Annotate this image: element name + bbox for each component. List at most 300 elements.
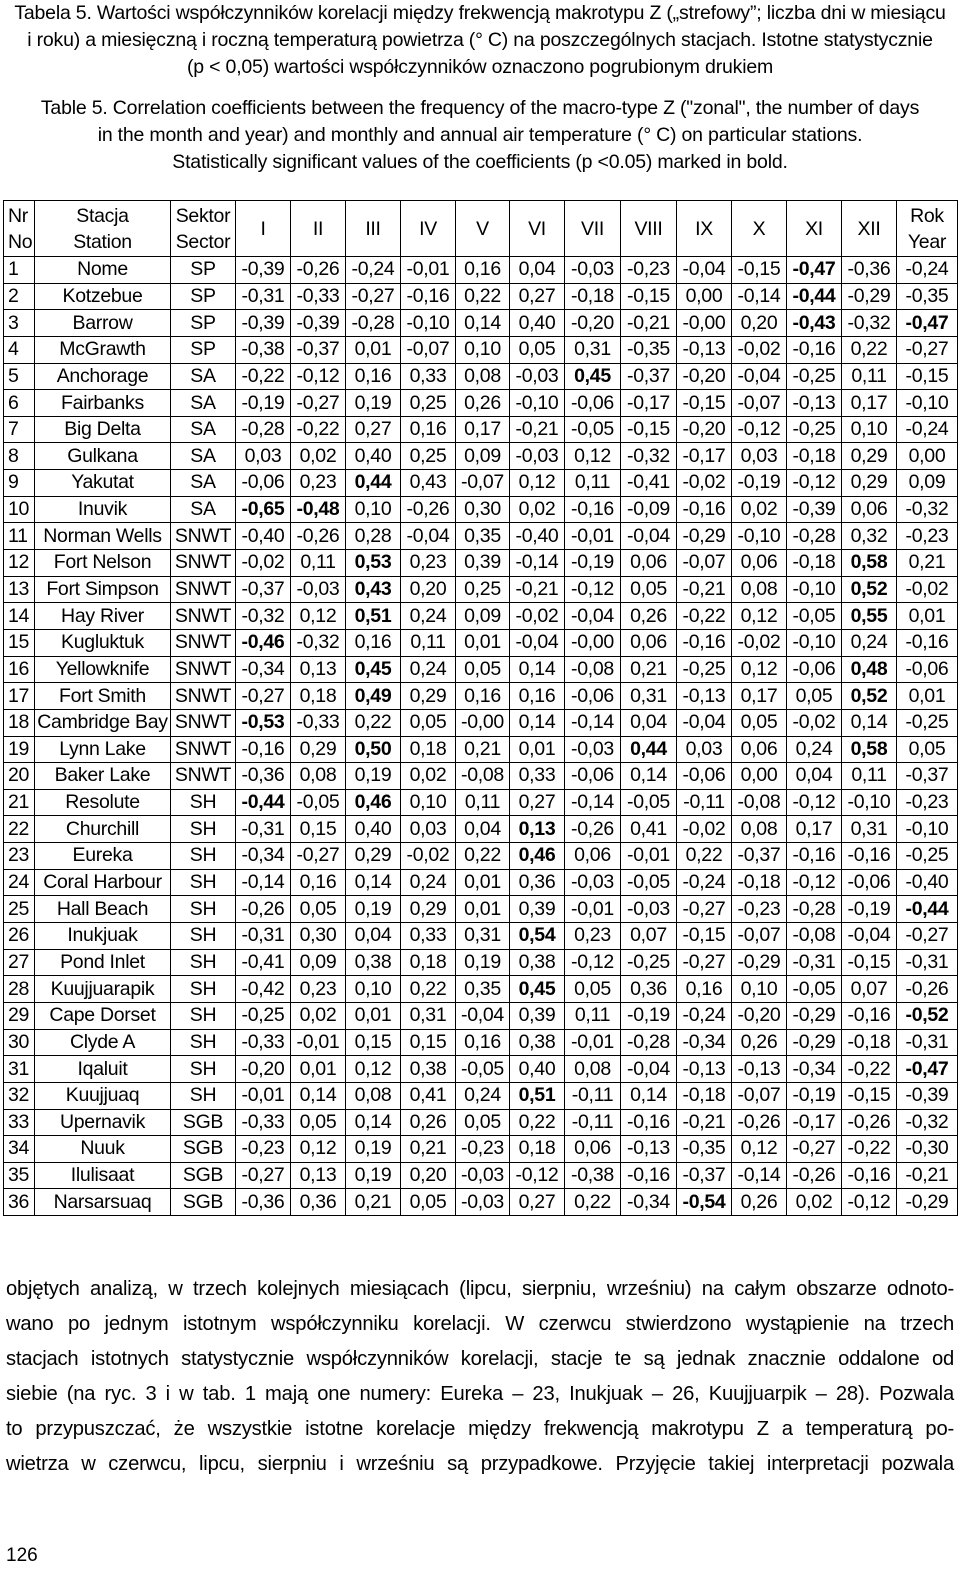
row-month-value: -0,16 [677, 629, 732, 656]
row-month-value: 0,31 [621, 683, 677, 710]
row-sector: SH [171, 843, 236, 870]
row-month-value: 0,02 [787, 1189, 842, 1216]
row-month-value: 0,51 [346, 603, 401, 630]
row-month-value: 0,45 [510, 976, 565, 1003]
table-row [4, 257, 958, 284]
row-month-value: 0,14 [842, 709, 897, 736]
table-row [4, 789, 958, 816]
header-station-pl: Stacja [76, 204, 129, 227]
row-station: Pond Inlet [35, 949, 171, 976]
row-month-value: 0,12 [732, 656, 787, 683]
row-sector: SGB [171, 1136, 236, 1163]
row-month-value: -0,27 [236, 1162, 291, 1189]
row-month-value: -0,02 [787, 709, 842, 736]
table-row [4, 683, 958, 710]
row-month-value: 0,19 [346, 1162, 401, 1189]
row-year-value: -0,25 [897, 843, 958, 870]
row-month-value: -0,20 [732, 1002, 787, 1029]
row-year-value: -0,40 [897, 869, 958, 896]
row-station: McGrawth [35, 336, 171, 363]
row-month-value: -0,65 [236, 496, 291, 523]
row-month-value: 0,22 [510, 1109, 565, 1136]
row-month-value: -0,04 [677, 709, 732, 736]
row-nr: 32 [4, 1082, 35, 1109]
row-month-value: 0,22 [565, 1189, 621, 1216]
row-sector: SH [171, 816, 236, 843]
table-row [4, 416, 958, 443]
correlation-table [3, 200, 958, 1216]
row-month-value: 0,20 [401, 1162, 456, 1189]
row-month-value: -0,06 [565, 763, 621, 790]
row-station: Cambridge Bay [35, 709, 171, 736]
caption-line: Table 5. Correlation coefficients between the frequency of the macro-type Z ("zonal", the number of days [40, 97, 920, 119]
row-month-value: -0,16 [236, 736, 291, 763]
row-month-value: -0,15 [621, 283, 677, 310]
row-month-value: -0,27 [787, 1136, 842, 1163]
row-month-value: 0,10 [346, 976, 401, 1003]
row-month-value: 0,06 [842, 496, 897, 523]
row-month-value: -0,23 [732, 896, 787, 923]
row-month-value: 0,04 [456, 816, 510, 843]
row-station: Fort Simpson [35, 576, 171, 603]
row-month-value: 0,17 [456, 416, 510, 443]
row-month-value: 0,30 [291, 923, 346, 950]
row-month-value: 0,52 [842, 683, 897, 710]
row-sector: SA [171, 443, 236, 470]
table-row [4, 949, 958, 976]
body-line: wietrza w czerwcu, lipcu, sierpniu i wrześniu są przypadkowe. Przyjęcie takiej interpretacji pozwala [6, 1453, 954, 1475]
row-month-value: -0,32 [236, 603, 291, 630]
row-month-value: 0,29 [401, 896, 456, 923]
row-nr: 29 [4, 1002, 35, 1029]
row-month-value: -0,26 [291, 257, 346, 284]
row-month-value: -0,42 [236, 976, 291, 1003]
row-month-value: -0,05 [565, 416, 621, 443]
row-sector: SH [171, 1082, 236, 1109]
row-month-value: -0,44 [787, 283, 842, 310]
row-month-value: 0,12 [510, 470, 565, 497]
caption-english [0, 95, 960, 176]
row-month-value: 0,51 [510, 1082, 565, 1109]
row-year-value: -0,27 [897, 923, 958, 950]
row-month-value: -0,19 [732, 470, 787, 497]
table-row [4, 923, 958, 950]
row-month-value: -0,22 [236, 363, 291, 390]
row-month-value: 0,46 [510, 843, 565, 870]
row-month-value: 0,36 [621, 976, 677, 1003]
table-row [4, 363, 958, 390]
row-month-value: -0,15 [842, 949, 897, 976]
row-month-value: -0,20 [565, 310, 621, 337]
row-month-value: -0,28 [236, 416, 291, 443]
row-month-value: 0,40 [510, 1056, 565, 1083]
row-month-value: 0,01 [456, 629, 510, 656]
table-row [4, 283, 958, 310]
row-station: Lynn Lake [35, 736, 171, 763]
row-month-value: 0,05 [565, 976, 621, 1003]
row-month-value: 0,03 [236, 443, 291, 470]
row-month-value: -0,35 [677, 1136, 732, 1163]
row-month-value: 0,09 [456, 603, 510, 630]
row-month-value: 0,11 [401, 629, 456, 656]
row-month-value: -0,16 [565, 496, 621, 523]
row-month-value: -0,07 [401, 336, 456, 363]
row-year-value: 0,00 [897, 443, 958, 470]
row-month-value: 0,52 [842, 576, 897, 603]
row-nr: 14 [4, 603, 35, 630]
row-month-value: -0,03 [510, 363, 565, 390]
header-month: X [732, 201, 787, 257]
row-station: Big Delta [35, 416, 171, 443]
row-month-value: -0,26 [401, 496, 456, 523]
row-month-value: 0,40 [346, 443, 401, 470]
row-month-value: -0,05 [787, 603, 842, 630]
row-month-value: -0,10 [732, 523, 787, 550]
row-year-value: 0,21 [897, 550, 958, 577]
row-station: Coral Harbour [35, 869, 171, 896]
row-month-value: 0,38 [346, 949, 401, 976]
row-month-value: -0,07 [732, 390, 787, 417]
row-month-value: 0,16 [456, 683, 510, 710]
row-month-value: -0,24 [677, 1002, 732, 1029]
row-month-value: 0,22 [456, 283, 510, 310]
row-month-value: 0,24 [401, 603, 456, 630]
row-sector: SH [171, 949, 236, 976]
row-month-value: 0,14 [346, 1109, 401, 1136]
row-month-value: 0,38 [510, 1029, 565, 1056]
row-month-value: -0,14 [565, 709, 621, 736]
row-station: Fort Nelson [35, 550, 171, 577]
row-year-value: -0,47 [897, 310, 958, 337]
row-month-value: -0,03 [291, 576, 346, 603]
row-month-value: 0,08 [732, 576, 787, 603]
row-month-value: 0,29 [346, 843, 401, 870]
row-nr: 20 [4, 763, 35, 790]
row-year-value: -0,35 [897, 283, 958, 310]
row-year-value: -0,32 [897, 496, 958, 523]
row-month-value: -0,27 [236, 683, 291, 710]
row-month-value: -0,04 [677, 257, 732, 284]
caption-line: Tabela 5. Wartości współczynników korelacji między frekwencją makrotypu Z („strefowy”; liczba dni w miesiącu [14, 2, 946, 24]
header-year-en: Year [907, 230, 947, 253]
row-month-value: 0,04 [510, 257, 565, 284]
row-month-value: -0,10 [510, 390, 565, 417]
row-month-value: 0,45 [565, 363, 621, 390]
row-sector: SP [171, 310, 236, 337]
row-month-value: 0,30 [456, 496, 510, 523]
row-month-value: -0,27 [291, 390, 346, 417]
row-year-value: -0,02 [897, 576, 958, 603]
row-month-value: 0,36 [291, 1189, 346, 1216]
row-nr: 6 [4, 390, 35, 417]
row-month-value: -0,11 [677, 789, 732, 816]
row-month-value: -0,05 [291, 789, 346, 816]
row-nr: 18 [4, 709, 35, 736]
row-sector: SH [171, 789, 236, 816]
row-month-value: 0,11 [565, 470, 621, 497]
row-year-value: -0,37 [897, 763, 958, 790]
row-month-value: -0,01 [565, 896, 621, 923]
row-month-value: -0,38 [236, 336, 291, 363]
row-month-value: 0,05 [732, 709, 787, 736]
row-month-value: -0,41 [621, 470, 677, 497]
row-sector: SNWT [171, 576, 236, 603]
row-month-value: 0,04 [787, 763, 842, 790]
row-month-value: -0,02 [236, 550, 291, 577]
row-month-value: -0,17 [787, 1109, 842, 1136]
row-sector: SA [171, 496, 236, 523]
row-month-value: 0,08 [291, 763, 346, 790]
row-month-value: -0,25 [787, 416, 842, 443]
header-month: V [456, 201, 510, 257]
row-station: Kugluktuk [35, 629, 171, 656]
row-month-value: -0,37 [291, 336, 346, 363]
row-month-value: -0,03 [510, 443, 565, 470]
row-year-value: -0,29 [897, 1189, 958, 1216]
row-month-value: -0,01 [291, 1029, 346, 1056]
row-month-value: 0,06 [732, 736, 787, 763]
row-station: Nuuk [35, 1136, 171, 1163]
row-sector: SP [171, 257, 236, 284]
row-station: Gulkana [35, 443, 171, 470]
row-month-value: 0,16 [346, 363, 401, 390]
row-month-value: -0,37 [677, 1162, 732, 1189]
row-station: Yellowknife [35, 656, 171, 683]
row-nr: 33 [4, 1109, 35, 1136]
row-station: Baker Lake [35, 763, 171, 790]
row-month-value: 0,11 [842, 763, 897, 790]
row-month-value: 0,26 [401, 1109, 456, 1136]
row-month-value: -0,02 [677, 816, 732, 843]
table-row [4, 843, 958, 870]
row-month-value: 0,27 [510, 1189, 565, 1216]
row-month-value: -0,26 [732, 1109, 787, 1136]
row-month-value: -0,04 [621, 1056, 677, 1083]
row-nr: 13 [4, 576, 35, 603]
row-month-value: -0,12 [565, 576, 621, 603]
row-sector: SP [171, 283, 236, 310]
row-month-value: -0,04 [842, 923, 897, 950]
row-month-value: -0,21 [510, 416, 565, 443]
row-sector: SA [171, 416, 236, 443]
row-nr: 3 [4, 310, 35, 337]
table-row [4, 603, 958, 630]
row-month-value: -0,27 [677, 896, 732, 923]
header-sector [171, 201, 236, 257]
table-row [4, 709, 958, 736]
row-month-value: 0,11 [291, 550, 346, 577]
row-month-value: 0,05 [621, 576, 677, 603]
row-year-value: -0,26 [897, 976, 958, 1003]
row-month-value: 0,06 [732, 550, 787, 577]
row-year-value: -0,15 [897, 363, 958, 390]
row-month-value: -0,10 [787, 576, 842, 603]
table-row [4, 656, 958, 683]
row-month-value: 0,24 [401, 656, 456, 683]
row-station: Barrow [35, 310, 171, 337]
row-month-value: 0,44 [621, 736, 677, 763]
row-month-value: -0,26 [565, 816, 621, 843]
row-month-value: 0,07 [842, 976, 897, 1003]
row-station: Inukjuak [35, 923, 171, 950]
row-month-value: -0,07 [456, 470, 510, 497]
row-month-value: -0,28 [787, 523, 842, 550]
row-month-value: -0,21 [621, 310, 677, 337]
row-month-value: -0,13 [677, 683, 732, 710]
row-month-value: -0,22 [842, 1056, 897, 1083]
row-month-value: -0,12 [787, 789, 842, 816]
row-month-value: -0,48 [291, 496, 346, 523]
row-month-value: -0,33 [291, 709, 346, 736]
table-header-row [4, 201, 958, 257]
header-station-en: Station [73, 230, 132, 253]
row-month-value: -0,18 [787, 443, 842, 470]
row-month-value: -0,23 [621, 257, 677, 284]
row-sector: SP [171, 336, 236, 363]
row-month-value: -0,12 [510, 1162, 565, 1189]
row-month-value: -0,02 [401, 843, 456, 870]
row-month-value: 0,35 [456, 976, 510, 1003]
row-year-value: 0,05 [897, 736, 958, 763]
row-month-value: -0,37 [236, 576, 291, 603]
row-month-value: 0,23 [291, 976, 346, 1003]
row-month-value: 0,49 [346, 683, 401, 710]
table-row [4, 310, 958, 337]
row-month-value: -0,21 [677, 1109, 732, 1136]
row-station: Fairbanks [35, 390, 171, 417]
row-nr: 30 [4, 1029, 35, 1056]
row-year-value: -0,52 [897, 1002, 958, 1029]
row-month-value: -0,38 [565, 1162, 621, 1189]
row-month-value: -0,04 [401, 523, 456, 550]
row-month-value: 0,39 [456, 550, 510, 577]
row-month-value: -0,22 [842, 1136, 897, 1163]
row-month-value: -0,13 [621, 1136, 677, 1163]
row-month-value: -0,43 [787, 310, 842, 337]
row-month-value: 0,35 [456, 523, 510, 550]
row-month-value: 0,02 [732, 496, 787, 523]
row-month-value: 0,18 [401, 949, 456, 976]
row-month-value: -0,06 [787, 656, 842, 683]
row-month-value: -0,02 [732, 336, 787, 363]
row-month-value: 0,38 [510, 949, 565, 976]
row-month-value: -0,39 [787, 496, 842, 523]
row-month-value: -0,34 [236, 843, 291, 870]
row-month-value: 0,16 [346, 629, 401, 656]
row-station: Cape Dorset [35, 1002, 171, 1029]
row-nr: 24 [4, 869, 35, 896]
row-month-value: -0,44 [236, 789, 291, 816]
row-month-value: 0,02 [401, 763, 456, 790]
table-row [4, 763, 958, 790]
row-month-value: 0,01 [346, 1002, 401, 1029]
row-month-value: -0,12 [565, 949, 621, 976]
row-month-value: 0,11 [456, 789, 510, 816]
row-month-value: 0,05 [401, 1189, 456, 1216]
table-row [4, 976, 958, 1003]
row-month-value: 0,27 [510, 789, 565, 816]
row-station: Hall Beach [35, 896, 171, 923]
row-year-value: -0,16 [897, 629, 958, 656]
row-month-value: 0,13 [510, 816, 565, 843]
row-sector: SA [171, 470, 236, 497]
row-month-value: -0,15 [621, 416, 677, 443]
row-month-value: -0,20 [677, 363, 732, 390]
row-month-value: 0,03 [677, 736, 732, 763]
row-nr: 7 [4, 416, 35, 443]
row-month-value: 0,12 [291, 1136, 346, 1163]
row-month-value: -0,31 [236, 283, 291, 310]
row-month-value: -0,29 [677, 523, 732, 550]
caption-polish [0, 0, 960, 81]
row-month-value: -0,10 [401, 310, 456, 337]
row-month-value: -0,16 [621, 1109, 677, 1136]
row-month-value: -0,15 [732, 257, 787, 284]
row-month-value: 0,41 [401, 1082, 456, 1109]
row-month-value: -0,18 [787, 550, 842, 577]
caption-line: in the month and year) and monthly and annual air temperature (° C) on particular stations. [97, 124, 863, 146]
row-sector: SNWT [171, 550, 236, 577]
row-month-value: 0,38 [401, 1056, 456, 1083]
row-month-value: -0,29 [787, 1029, 842, 1056]
row-month-value: -0,33 [236, 1109, 291, 1136]
header-nr [4, 201, 35, 257]
row-year-value: -0,31 [897, 1029, 958, 1056]
row-month-value: 0,02 [510, 496, 565, 523]
row-month-value: 0,19 [456, 949, 510, 976]
row-year-value: -0,47 [897, 1056, 958, 1083]
row-month-value: -0,54 [677, 1189, 732, 1216]
row-month-value: -0,21 [510, 576, 565, 603]
row-month-value: -0,19 [842, 896, 897, 923]
row-month-value: -0,28 [621, 1029, 677, 1056]
row-month-value: 0,25 [456, 576, 510, 603]
row-month-value: -0,40 [510, 523, 565, 550]
row-month-value: 0,26 [456, 390, 510, 417]
row-station: Fort Smith [35, 683, 171, 710]
row-month-value: 0,58 [842, 736, 897, 763]
row-station: Upernavik [35, 1109, 171, 1136]
row-month-value: 0,22 [456, 843, 510, 870]
row-month-value: -0,32 [842, 310, 897, 337]
row-month-value: -0,29 [787, 1002, 842, 1029]
row-station: Kuujjuaq [35, 1082, 171, 1109]
row-sector: SNWT [171, 603, 236, 630]
row-month-value: -0,06 [565, 390, 621, 417]
row-month-value: 0,14 [510, 656, 565, 683]
row-month-value: 0,15 [291, 816, 346, 843]
table-row [4, 1082, 958, 1109]
row-month-value: 0,14 [621, 763, 677, 790]
row-month-value: 0,12 [346, 1056, 401, 1083]
row-month-value: -0,25 [677, 656, 732, 683]
row-month-value: -0,16 [842, 843, 897, 870]
row-month-value: -0,15 [842, 1082, 897, 1109]
row-month-value: 0,18 [510, 1136, 565, 1163]
header-nr-en: No [8, 230, 33, 253]
row-month-value: -0,06 [842, 869, 897, 896]
row-month-value: -0,26 [291, 523, 346, 550]
row-month-value: 0,06 [565, 843, 621, 870]
row-month-value: 0,41 [621, 816, 677, 843]
row-month-value: 0,32 [842, 523, 897, 550]
row-month-value: 0,26 [732, 1029, 787, 1056]
row-station: Ilulisaat [35, 1162, 171, 1189]
row-month-value: -0,05 [787, 976, 842, 1003]
row-month-value: -0,17 [677, 443, 732, 470]
row-sector: SGB [171, 1162, 236, 1189]
row-station: Nome [35, 257, 171, 284]
